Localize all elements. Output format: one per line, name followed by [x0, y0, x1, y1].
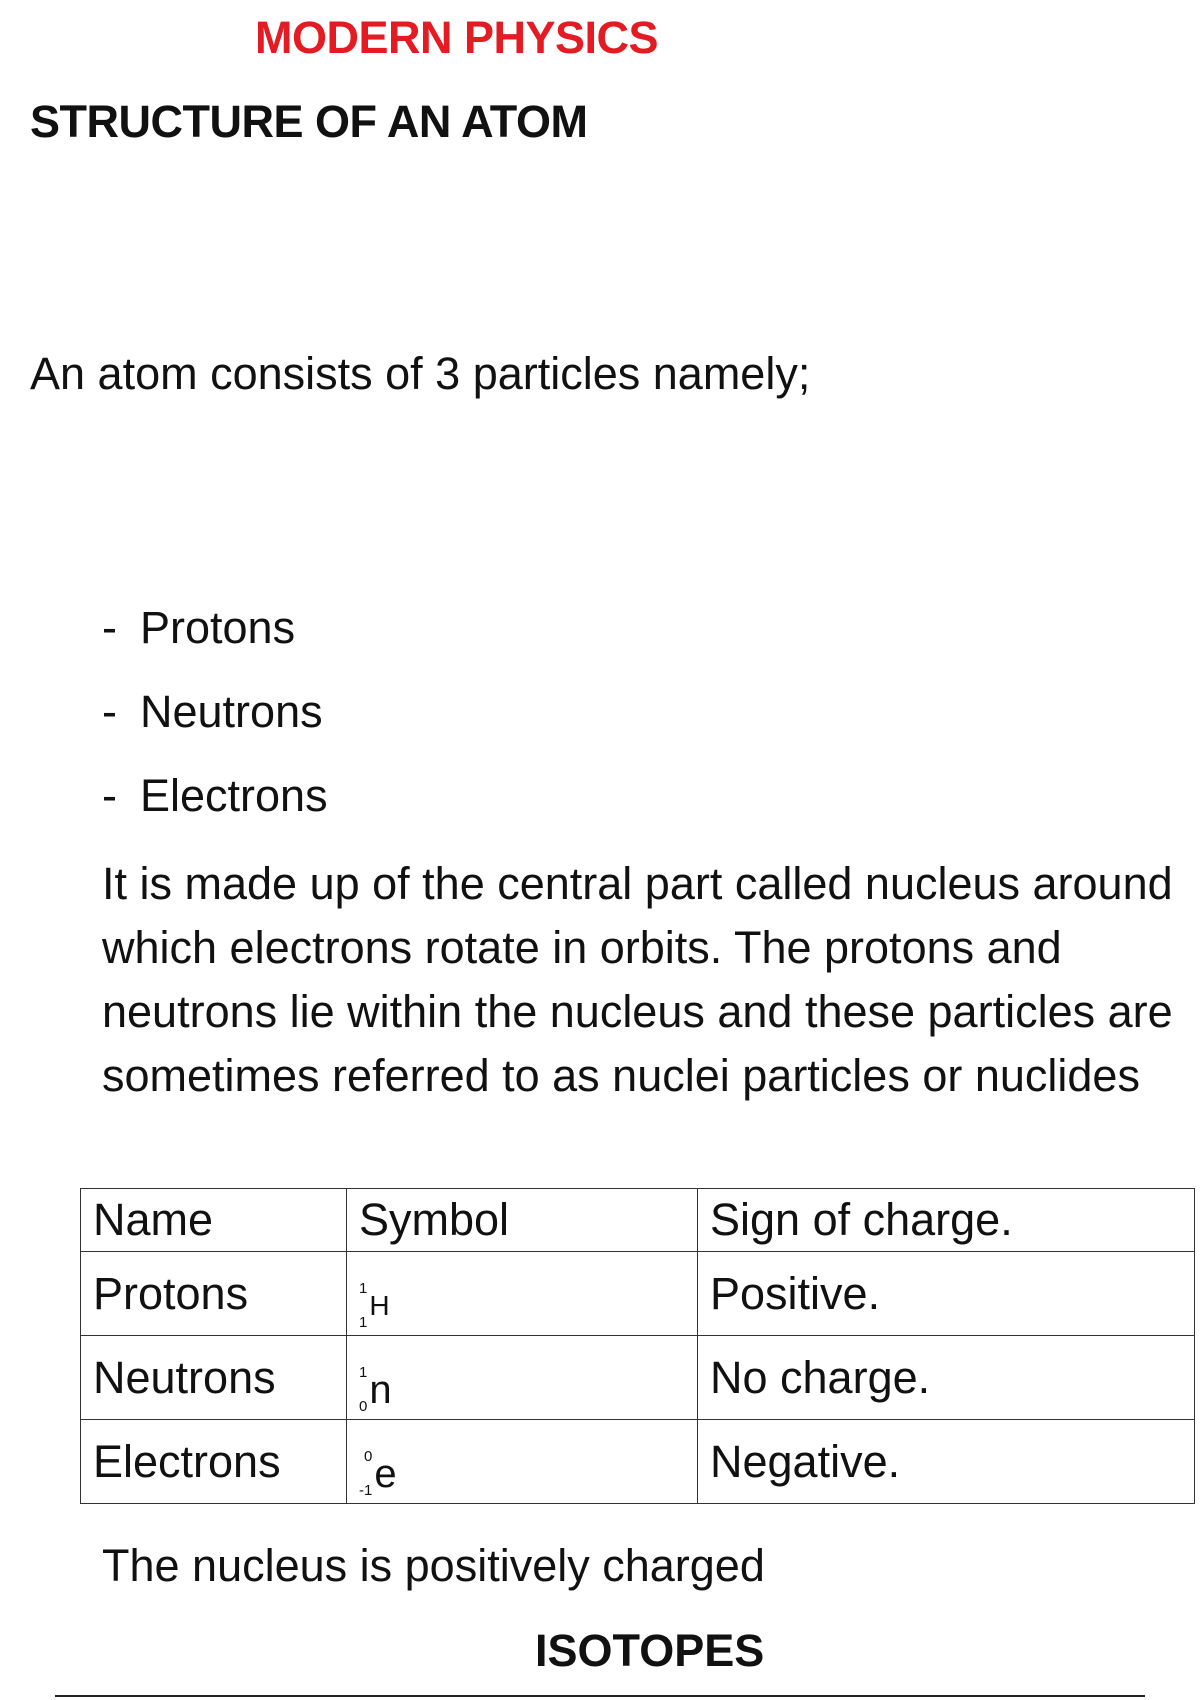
cell-name: Electrons: [81, 1420, 347, 1504]
list-item: [102, 768, 328, 852]
cell-symbol: [347, 1252, 698, 1336]
atomic-number: -1: [359, 1482, 373, 1499]
mass-number: 1: [359, 1364, 368, 1381]
list-item-label: Electrons: [140, 770, 328, 821]
cell-charge: Positive.: [698, 1252, 1195, 1336]
cell-name: Protons: [81, 1252, 347, 1336]
list-item-label: Neutrons: [140, 686, 323, 737]
nucleus-charge-note: The nucleus is positively charged: [102, 1540, 765, 1591]
table-row: [81, 1252, 1195, 1336]
cell-charge: No charge.: [698, 1336, 1195, 1420]
cell-symbol: [347, 1336, 698, 1420]
atomic-number: 1: [359, 1314, 368, 1331]
list-item: [102, 600, 328, 684]
mass-number: 1: [359, 1280, 368, 1297]
list-item-label: Protons: [140, 602, 296, 653]
isotopes-heading: ISOTOPES: [535, 1625, 765, 1676]
element-symbol: H: [369, 1290, 390, 1321]
atomic-number: 0: [359, 1398, 368, 1415]
cell-name: Neutrons: [81, 1336, 347, 1420]
table-row: [81, 1420, 1195, 1504]
list-bullet: -: [102, 602, 117, 653]
section-title: STRUCTURE OF AN ATOM: [30, 96, 588, 147]
column-header-charge: Sign of charge.: [698, 1189, 1195, 1252]
cell-charge: Negative.: [698, 1420, 1195, 1504]
element-symbol: e: [374, 1452, 397, 1496]
list-item: [102, 684, 328, 768]
table-header-row: [81, 1189, 1195, 1252]
list-bullet: -: [102, 686, 117, 737]
document-title: MODERN PHYSICS: [255, 12, 659, 63]
element-symbol: n: [369, 1368, 392, 1412]
cell-symbol: [347, 1420, 698, 1504]
nuclide-symbol: [359, 1361, 392, 1419]
list-bullet: -: [102, 770, 117, 821]
particle-table: [80, 1188, 1195, 1504]
nuclide-symbol: [359, 1445, 397, 1503]
particle-list: [102, 600, 328, 852]
column-header-name: Name: [81, 1189, 347, 1252]
divider-line: [55, 1695, 1145, 1697]
intro-sentence: An atom consists of 3 particles namely;: [30, 348, 811, 399]
column-header-symbol: Symbol: [347, 1189, 698, 1252]
nucleus-paragraph: It is made up of the central part called nucleus around which electrons rotate in orbits. The protons and neutrons lie within the nucleus and these particles are sometimes referred to as nuclei particles or nuclides: [102, 858, 1173, 1101]
nuclide-symbol: [359, 1277, 390, 1335]
mass-number: 0: [364, 1448, 373, 1465]
table-row: [81, 1336, 1195, 1420]
